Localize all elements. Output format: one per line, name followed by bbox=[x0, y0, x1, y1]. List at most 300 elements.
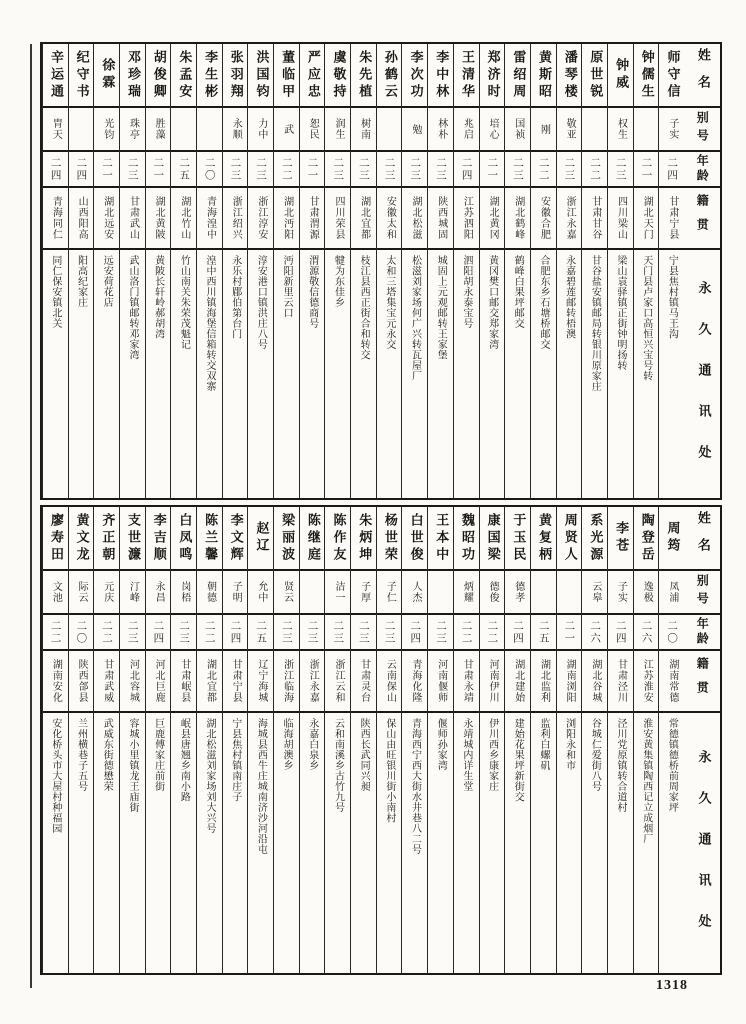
entry-alias-cell: 林朴 bbox=[428, 108, 453, 152]
entry-age-cell: 二二 bbox=[454, 615, 479, 651]
entry-column bbox=[427, 507, 453, 973]
entry-alias-cell: 子实 bbox=[659, 108, 684, 152]
entry-age-cell: 二三 bbox=[223, 152, 248, 188]
entry-column bbox=[42, 44, 68, 498]
entry-alias-cell: 允中 bbox=[248, 571, 273, 615]
entry-native-cell: 山西阳高 bbox=[69, 188, 94, 250]
entry-alias-cell: 力中 bbox=[248, 108, 273, 152]
entry-native-cell: 河北巨鹿 bbox=[146, 651, 171, 713]
entry-column bbox=[633, 44, 659, 498]
entry-column bbox=[479, 44, 505, 498]
header-label-alias: 别号 bbox=[684, 571, 720, 615]
entry-alias-cell: 炳耀 bbox=[454, 571, 479, 615]
entry-name-cell: 陈兰馨 bbox=[197, 507, 222, 571]
entry-name-cell: 梁丽波 bbox=[274, 507, 299, 571]
entry-name-cell: 徐霖 bbox=[94, 44, 119, 108]
entry-alias-cell: 朝德 bbox=[197, 571, 222, 615]
entry-column bbox=[68, 44, 94, 498]
entry-name-cell: 张羽翔 bbox=[223, 44, 248, 108]
entry-address-cell: 渭源敬信德商号 bbox=[306, 255, 318, 329]
entry-age-cell: 二二 bbox=[274, 152, 299, 188]
entry-native-cell: 浙江临海 bbox=[274, 651, 299, 713]
entry-address-cell: 湖北松滋刘家场刘大兴号 bbox=[204, 718, 216, 834]
entry-column bbox=[222, 507, 248, 973]
entry-native-cell: 湖北黄冈 bbox=[480, 188, 505, 250]
entry-address-cell: 合肥东乡石塘桥邮交 bbox=[537, 255, 549, 350]
entry-alias-cell: 元庆 bbox=[94, 571, 119, 615]
entry-native-cell: 陕西郃县 bbox=[69, 651, 94, 713]
entry-native-cell: 湖南浏阳 bbox=[557, 651, 582, 713]
entry-native-cell: 甘肃灵台 bbox=[351, 651, 376, 713]
entry-age-cell: 二三 bbox=[325, 615, 350, 651]
entry-address-cell: 容城小里镇龙王庙街 bbox=[126, 718, 138, 813]
entry-native-cell: 四川荣县 bbox=[325, 188, 350, 250]
entry-alias-cell: 润生 bbox=[325, 108, 350, 152]
entry-age-cell: 二二 bbox=[582, 152, 607, 188]
entry-address-cell: 天门县卢家口高恒兴宝号转 bbox=[640, 255, 652, 381]
entry-age-cell: 二五 bbox=[171, 152, 196, 188]
entry-alias-cell: 勉 bbox=[402, 108, 427, 152]
entry-native-cell: 河南偃师 bbox=[428, 651, 453, 713]
entry-address-cell: 宁县焦村镇马王沟 bbox=[666, 255, 678, 339]
entry-column bbox=[401, 507, 427, 973]
entry-column bbox=[350, 507, 376, 973]
entry-age-cell: 二三 bbox=[171, 615, 196, 651]
header-label-alias: 别号 bbox=[684, 108, 720, 152]
entry-native-cell: 湖北远安 bbox=[94, 188, 119, 250]
entry-column bbox=[247, 507, 273, 973]
entry-native-cell: 湖北沔阳 bbox=[274, 188, 299, 250]
entry-name-cell: 董临甲 bbox=[274, 44, 299, 108]
entry-name-cell: 郑济时 bbox=[480, 44, 505, 108]
entry-address-cell: 泾川党原镇转合道村 bbox=[615, 718, 627, 813]
entry-address-cell: 青海西宁西大街水井巷八二号 bbox=[409, 718, 421, 855]
entry-alias-cell: 汀峰 bbox=[120, 571, 145, 615]
entry-name-cell: 原世锐 bbox=[582, 44, 607, 108]
entry-name-cell: 王本中 bbox=[428, 507, 453, 571]
entry-address-cell: 阳高纪家庄 bbox=[75, 255, 87, 308]
entry-age-cell: 二三 bbox=[248, 152, 273, 188]
entry-alias-cell: 子厚 bbox=[351, 571, 376, 615]
entry-native-cell: 云南保山 bbox=[377, 651, 402, 713]
entry-alias-cell: 文池 bbox=[43, 571, 68, 615]
entry-address-cell: 城固上元观邮转王家堡 bbox=[435, 255, 447, 360]
entry-age-cell: 二一 bbox=[634, 152, 659, 188]
entry-native-cell: 湖北宜都 bbox=[197, 651, 222, 713]
entry-name-cell: 黄文龙 bbox=[69, 507, 94, 571]
entry-name-cell: 李文辉 bbox=[223, 507, 248, 571]
entry-age-cell: 二一 bbox=[300, 152, 325, 188]
entry-address-cell: 谷城仁爱街八号 bbox=[589, 718, 601, 792]
entry-name-cell: 黄斯昭 bbox=[531, 44, 556, 108]
entry-address-cell: 临海胡澳乡 bbox=[281, 718, 293, 771]
entry-native-cell: 浙江绍兴 bbox=[223, 188, 248, 250]
entry-column bbox=[222, 44, 248, 498]
entry-column bbox=[350, 44, 376, 498]
entry-address-cell: 岷县唐翘乡南小路 bbox=[178, 718, 190, 802]
entry-native-cell: 甘肃甘谷 bbox=[582, 188, 607, 250]
entry-age-cell: 二四 bbox=[402, 615, 427, 651]
entry-column bbox=[119, 507, 145, 973]
entry-address-cell: 甘谷盐安镇邮局转银川原家庄 bbox=[589, 255, 601, 392]
entry-address-cell: 淳安港口镇洪庄八号 bbox=[255, 255, 267, 350]
entry-alias-cell bbox=[171, 108, 196, 152]
entry-address-cell: 竹山南关朱荣茂魁记 bbox=[178, 255, 190, 350]
entry-alias-cell: 永昌 bbox=[146, 571, 171, 615]
header-label-age: 年龄 bbox=[684, 615, 720, 651]
entry-column bbox=[170, 507, 196, 973]
entry-name-cell: 李次功 bbox=[402, 44, 427, 108]
entry-name-cell: 严应忠 bbox=[300, 44, 325, 108]
entry-address-cell: 太和三塔集宝元永交 bbox=[383, 255, 395, 350]
entry-column bbox=[93, 44, 119, 498]
entry-address-cell: 黄陂长轩岭郝胡湾 bbox=[152, 255, 164, 339]
entry-address-cell: 泗阳胡永泰宝号 bbox=[460, 255, 472, 329]
entry-alias-cell: 洁一 bbox=[325, 571, 350, 615]
entry-name-cell: 钟威 bbox=[608, 44, 633, 108]
entry-alias-cell: 培心 bbox=[480, 108, 505, 152]
entry-age-cell: 二五 bbox=[531, 615, 556, 651]
entry-address-cell: 湟中西川镇海堡信箱转交双寨 bbox=[204, 255, 216, 392]
entry-column bbox=[427, 44, 453, 498]
entry-age-cell: 二四 bbox=[659, 152, 684, 188]
entry-column bbox=[376, 507, 402, 973]
entry-column bbox=[530, 44, 556, 498]
entry-age-cell: 二四 bbox=[223, 615, 248, 651]
entry-native-cell: 浙江淳安 bbox=[248, 188, 273, 250]
entry-native-cell: 浙江云和 bbox=[325, 651, 350, 713]
entry-column bbox=[530, 507, 556, 973]
entry-alias-cell: 逸极 bbox=[634, 571, 659, 615]
entry-native-cell: 甘肃武山 bbox=[120, 188, 145, 250]
entry-alias-cell: 权生 bbox=[608, 108, 633, 152]
entry-column bbox=[581, 44, 607, 498]
entry-name-cell: 李生彬 bbox=[197, 44, 222, 108]
entry-alias-cell: 云皋 bbox=[582, 571, 607, 615]
entry-name-cell: 齐正朝 bbox=[94, 507, 119, 571]
entry-column bbox=[556, 44, 582, 498]
entry-name-cell: 潘琴楼 bbox=[557, 44, 582, 108]
table-header-column bbox=[684, 44, 720, 498]
entry-native-cell: 安徽太和 bbox=[377, 188, 402, 250]
entry-alias-cell: 国祯 bbox=[505, 108, 530, 152]
entry-name-cell: 孙鹤云 bbox=[377, 44, 402, 108]
entry-alias-cell: 刚 bbox=[531, 108, 556, 152]
entry-address-cell: 宁县焦村镇南庄子 bbox=[229, 718, 241, 802]
entry-age-cell: 二〇 bbox=[69, 615, 94, 651]
header-label-native: 籍贯 bbox=[684, 188, 720, 250]
entry-age-cell: 二三 bbox=[428, 615, 453, 651]
entry-column bbox=[196, 44, 222, 498]
entry-address-cell: 伊川西乡康家庄 bbox=[486, 718, 498, 792]
entry-name-cell: 支世濂 bbox=[120, 507, 145, 571]
entry-age-cell: 二四 bbox=[608, 615, 633, 651]
entry-age-cell: 二三 bbox=[505, 152, 530, 188]
entry-age-cell: 二一 bbox=[557, 615, 582, 651]
page-number: 1318 bbox=[656, 978, 688, 993]
entry-age-cell: 二三 bbox=[351, 615, 376, 651]
entry-column bbox=[68, 507, 94, 973]
entry-alias-cell: 珠亭 bbox=[120, 108, 145, 152]
entry-native-cell: 江苏泗阳 bbox=[454, 188, 479, 250]
table-header-column bbox=[684, 507, 720, 973]
entry-address-cell: 巨鹿傅家庄前街 bbox=[152, 718, 164, 792]
entry-address-cell: 犍为东佳乡 bbox=[332, 255, 344, 308]
entry-column bbox=[247, 44, 273, 498]
entry-name-cell: 于玉民 bbox=[505, 507, 530, 571]
entry-native-cell: 江苏淮安 bbox=[634, 651, 659, 713]
entry-native-cell: 河南伊川 bbox=[480, 651, 505, 713]
entry-age-cell: 二四 bbox=[146, 615, 171, 651]
entry-age-cell: 二四 bbox=[43, 152, 68, 188]
entry-column bbox=[299, 507, 325, 973]
entry-name-cell: 周贤人 bbox=[557, 507, 582, 571]
entry-native-cell: 青海同仁 bbox=[43, 188, 68, 250]
entry-column bbox=[299, 44, 325, 498]
entry-column bbox=[658, 44, 684, 498]
entry-address-cell: 陕西长武同兴昶 bbox=[358, 718, 370, 792]
entry-name-cell: 陈继庭 bbox=[300, 507, 325, 571]
entry-native-cell: 湖北监利 bbox=[531, 651, 556, 713]
entry-name-cell: 虞敬持 bbox=[325, 44, 350, 108]
entry-alias-cell bbox=[197, 108, 222, 152]
entry-column bbox=[453, 507, 479, 973]
entry-name-cell: 杨世荣 bbox=[377, 507, 402, 571]
entry-native-cell: 湖北建始 bbox=[505, 651, 530, 713]
entry-alias-cell: 敬亚 bbox=[557, 108, 582, 152]
entry-address-cell: 云和南溪乡古竹九号 bbox=[332, 718, 344, 813]
header-label-name: 姓名 bbox=[684, 507, 720, 571]
entry-alias-cell: 光钧 bbox=[94, 108, 119, 152]
entry-native-cell: 河北容城 bbox=[120, 651, 145, 713]
entry-age-cell: 二二 bbox=[197, 615, 222, 651]
entry-native-cell: 湖北松滋 bbox=[402, 188, 427, 250]
entry-column bbox=[607, 44, 633, 498]
entry-address-cell: 沔阳新里云口 bbox=[281, 255, 293, 318]
entry-native-cell: 甘肃渭源 bbox=[300, 188, 325, 250]
entry-column bbox=[42, 507, 68, 973]
entry-address-cell: 建始花果坪新街交 bbox=[512, 718, 524, 802]
entry-age-cell: 二三 bbox=[351, 152, 376, 188]
entry-alias-cell: 子仁 bbox=[377, 571, 402, 615]
entry-alias-cell bbox=[428, 571, 453, 615]
entry-age-cell: 二一 bbox=[480, 152, 505, 188]
entry-alias-cell: 永顺 bbox=[223, 108, 248, 152]
entry-alias-cell bbox=[582, 108, 607, 152]
entry-column bbox=[376, 44, 402, 498]
entry-address-cell: 永嘉碧莲邮转梧澳 bbox=[563, 255, 575, 339]
entry-name-cell: 朱孟安 bbox=[171, 44, 196, 108]
entry-age-cell: 二二 bbox=[480, 615, 505, 651]
entry-name-cell: 朱先植 bbox=[351, 44, 376, 108]
entry-column bbox=[607, 507, 633, 973]
entry-address-cell: 安化桥头市大屋村种福园 bbox=[49, 718, 61, 834]
entry-address-cell: 永嘉白泉乡 bbox=[306, 718, 318, 771]
header-label-age: 年龄 bbox=[684, 152, 720, 188]
entry-column bbox=[633, 507, 659, 973]
entry-name-cell: 康国梁 bbox=[480, 507, 505, 571]
entry-address-cell: 远安荷花店 bbox=[101, 255, 113, 308]
entry-native-cell: 湖南安化 bbox=[43, 651, 68, 713]
entry-column bbox=[119, 44, 145, 498]
entry-native-cell: 湖北黄陂 bbox=[146, 188, 171, 250]
entry-name-cell: 廖寿田 bbox=[43, 507, 68, 571]
entry-age-cell: 二三 bbox=[402, 152, 427, 188]
entry-column bbox=[504, 507, 530, 973]
entry-address-cell: 武山洛门镇邮转邓家湾 bbox=[126, 255, 138, 360]
entry-name-cell: 赵辽 bbox=[248, 507, 273, 571]
entry-column bbox=[273, 507, 299, 973]
entry-age-cell: 二一 bbox=[94, 152, 119, 188]
entry-column bbox=[170, 44, 196, 498]
entry-age-cell: 二三 bbox=[325, 152, 350, 188]
entry-native-cell: 陕西城固 bbox=[428, 188, 453, 250]
entry-alias-cell: 兆启 bbox=[454, 108, 479, 152]
entry-alias-cell: 人杰 bbox=[402, 571, 427, 615]
entry-age-cell: 二五 bbox=[248, 615, 273, 651]
directory-table-top bbox=[40, 42, 722, 500]
entry-native-cell: 甘肃泾川 bbox=[608, 651, 633, 713]
entry-address-cell: 监利白螺矶 bbox=[537, 718, 549, 771]
header-label-native: 籍贯 bbox=[684, 651, 720, 713]
entry-column bbox=[581, 507, 607, 973]
entry-age-cell: 二三 bbox=[120, 615, 145, 651]
entry-native-cell: 甘肃岷县 bbox=[171, 651, 196, 713]
entry-name-cell: 钟儒生 bbox=[634, 44, 659, 108]
entry-address-cell: 枝江县西正街合和转交 bbox=[358, 255, 370, 360]
entry-column bbox=[93, 507, 119, 973]
entry-name-cell: 李中林 bbox=[428, 44, 453, 108]
entry-native-cell: 安徽合肥 bbox=[531, 188, 556, 250]
entry-name-cell: 洪国钧 bbox=[248, 44, 273, 108]
header-label-name: 姓名 bbox=[684, 44, 720, 108]
entry-alias-cell bbox=[557, 571, 582, 615]
entry-name-cell: 李苍 bbox=[608, 507, 633, 571]
entry-column bbox=[479, 507, 505, 973]
header-label-address: 永久通讯处 bbox=[695, 280, 711, 486]
entry-name-cell: 纪守书 bbox=[69, 44, 94, 108]
entry-address-cell: 海城县西牛庄城南济沙河沿屯 bbox=[255, 718, 267, 855]
header-label-address: 永久通讯处 bbox=[695, 749, 711, 955]
entry-column bbox=[145, 44, 171, 498]
entry-name-cell: 邓珍瑞 bbox=[120, 44, 145, 108]
entry-age-cell: 二三 bbox=[274, 615, 299, 651]
entry-alias-cell bbox=[377, 108, 402, 152]
entry-column bbox=[196, 507, 222, 973]
entry-name-cell: 李吉顺 bbox=[146, 507, 171, 571]
entry-address-cell: 常德镇德桥前周家坪 bbox=[666, 718, 678, 813]
entry-alias-cell bbox=[531, 571, 556, 615]
entry-native-cell: 甘肃宁县 bbox=[659, 188, 684, 250]
scan-artifact-line bbox=[30, 44, 32, 988]
entry-native-cell: 四川梁山 bbox=[608, 188, 633, 250]
entry-address-cell: 兰州横巷子五号 bbox=[75, 718, 87, 792]
entry-name-cell: 师守信 bbox=[659, 44, 684, 108]
entry-native-cell: 湖南常德 bbox=[659, 651, 684, 713]
entry-native-cell: 湖北天门 bbox=[634, 188, 659, 250]
entry-alias-cell: 凤浦 bbox=[659, 571, 684, 615]
entry-name-cell: 黄复柄 bbox=[531, 507, 556, 571]
directory-table-bottom bbox=[40, 505, 722, 975]
entry-native-cell: 湖北宜都 bbox=[351, 188, 376, 250]
entry-column bbox=[556, 507, 582, 973]
entry-column bbox=[273, 44, 299, 498]
entry-age-cell: 二三 bbox=[377, 152, 402, 188]
entry-native-cell: 青海化隆 bbox=[402, 651, 427, 713]
entry-age-cell: 二三 bbox=[557, 152, 582, 188]
entry-age-cell: 二三 bbox=[300, 615, 325, 651]
entry-name-cell: 周筠 bbox=[659, 507, 684, 571]
entry-age-cell: 二六 bbox=[634, 615, 659, 651]
entry-native-cell: 辽宁海城 bbox=[248, 651, 273, 713]
entry-name-cell: 胡俊卿 bbox=[146, 44, 171, 108]
entry-age-cell: 二三 bbox=[377, 615, 402, 651]
entry-name-cell: 朱炳坤 bbox=[351, 507, 376, 571]
entry-age-cell: 二三 bbox=[428, 152, 453, 188]
entry-name-cell: 辛运通 bbox=[43, 44, 68, 108]
entry-age-cell: 二〇 bbox=[659, 615, 684, 651]
entry-alias-cell: 胜藻 bbox=[146, 108, 171, 152]
entry-age-cell: 二二 bbox=[43, 615, 68, 651]
entry-name-cell: 白凤鸣 bbox=[171, 507, 196, 571]
entry-address-cell: 武威东街德懋荣 bbox=[101, 718, 113, 792]
entry-column bbox=[324, 44, 350, 498]
entry-address-cell: 黄冈樊口邮交郑家湾 bbox=[486, 255, 498, 350]
entry-age-cell: 二四 bbox=[505, 615, 530, 651]
entry-name-cell: 系光源 bbox=[582, 507, 607, 571]
entry-column bbox=[324, 507, 350, 973]
entry-alias-cell: 际云 bbox=[69, 571, 94, 615]
entry-name-cell: 白世俊 bbox=[402, 507, 427, 571]
entry-native-cell: 甘肃宁县 bbox=[223, 651, 248, 713]
entry-address-cell: 鹤峰白果坪邮交 bbox=[512, 255, 524, 329]
entry-alias-cell: 恕民 bbox=[300, 108, 325, 152]
entry-age-cell: 二六 bbox=[582, 615, 607, 651]
entry-alias-cell: 子实 bbox=[608, 571, 633, 615]
entry-address-cell: 淮安黄集镇陶西记立成烟厂 bbox=[640, 718, 652, 844]
entry-native-cell: 浙江永嘉 bbox=[557, 188, 582, 250]
entry-age-cell: 二三 bbox=[608, 152, 633, 188]
entry-alias-cell bbox=[69, 108, 94, 152]
entry-alias-cell bbox=[300, 571, 325, 615]
entry-age-cell: 二四 bbox=[454, 152, 479, 188]
entry-column bbox=[658, 507, 684, 973]
entry-native-cell: 湖北谷城 bbox=[582, 651, 607, 713]
entry-name-cell: 魏昭功 bbox=[454, 507, 479, 571]
entry-native-cell: 甘肃武威 bbox=[94, 651, 119, 713]
entry-column bbox=[504, 44, 530, 498]
entry-age-cell: 二二 bbox=[94, 615, 119, 651]
entry-address-cell: 保山由旺银川街小南村 bbox=[383, 718, 395, 823]
entry-alias-cell: 岗梧 bbox=[171, 571, 196, 615]
entry-column bbox=[401, 44, 427, 498]
entry-native-cell: 浙江永嘉 bbox=[300, 651, 325, 713]
entry-age-cell: 二四 bbox=[69, 152, 94, 188]
entry-column bbox=[145, 507, 171, 973]
entry-name-cell: 陶登岳 bbox=[634, 507, 659, 571]
entry-alias-cell: 胄天 bbox=[43, 108, 68, 152]
entry-address-cell: 同仁保安镇北关 bbox=[49, 255, 61, 329]
entry-native-cell: 青海湟中 bbox=[197, 188, 222, 250]
entry-address-cell: 松滋刘家场何广兴转瓦屋厂 bbox=[409, 255, 421, 381]
entry-name-cell: 雷绍周 bbox=[505, 44, 530, 108]
entry-native-cell: 甘肃永靖 bbox=[454, 651, 479, 713]
entry-address-cell: 梁山袁驿镇正街钟明扬转 bbox=[615, 255, 627, 371]
entry-alias-cell: 贤云 bbox=[274, 571, 299, 615]
entry-native-cell: 湖北鹤峰 bbox=[505, 188, 530, 250]
entry-name-cell: 陈作友 bbox=[325, 507, 350, 571]
entry-address-cell: 偃师孙家湾 bbox=[435, 718, 447, 771]
